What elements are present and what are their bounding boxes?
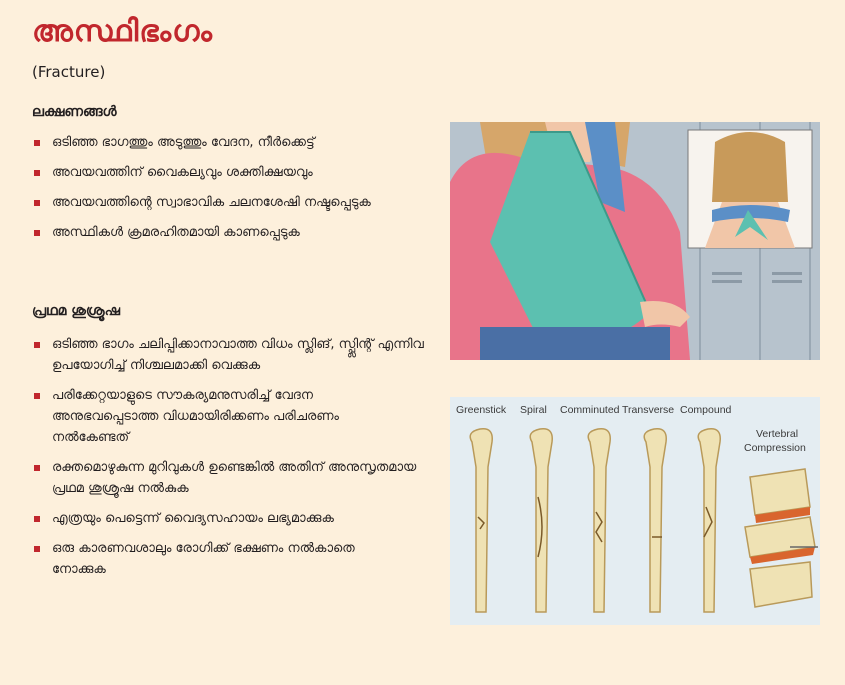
symptom-item: ഒടിഞ്ഞ ഭാഗത്തും അടുത്തും വേദന, നീർക്കെട്ട് (32, 132, 442, 153)
fracture-types-illustration (450, 397, 820, 625)
label-comminuted: Comminuted (560, 404, 620, 416)
page-subtitle: (Fracture) (32, 63, 106, 81)
label-greenstick: Greenstick (456, 404, 507, 416)
page-title: അസ്ഥിഭംഗം (32, 14, 213, 49)
label-compound: Compound (680, 404, 732, 416)
first-aid-item: ഒരു കാരണവശാലും രോഗിക്ക് ഭക്ഷണം നൽകാതെ നോക്കുക (32, 538, 382, 580)
label-spiral: Spiral (520, 404, 547, 416)
label-vertebral: Vertebral (756, 428, 799, 440)
first-aid-heading: പ്രഥമ ശുശ്രൂഷ (32, 303, 120, 319)
first-aid-item: രക്തമൊഴുകുന്ന മുറിവുകൾ ഉണ്ടെങ്കിൽ അതിന് അനുസൃതമായ പ്രഥമ ശുശ്രൂഷ നൽകുക (32, 457, 437, 499)
symptoms-list (32, 132, 442, 252)
first-aid-list (32, 334, 442, 589)
arm-sling-illustration (450, 122, 820, 360)
label-transverse: Transverse (622, 404, 675, 416)
first-aid-item: ഒടിഞ്ഞ ഭാഗം ചലിപ്പിക്കാനാവാത്ത വിധം സ്ലിങ്, സ്പ്ലിന്റ് എന്നിവ ഉപയോഗിച്ച് നിശ്ചലമാക്കി വെക്കുക (32, 334, 442, 376)
symptom-item: അവയവത്തിന്റെ സ്വാഭാവിക ചലനശേഷി നഷ്ടപ്പെടുക (32, 192, 382, 213)
first-aid-item: എത്രയും പെട്ടെന്ന് വൈദ്യസഹായം ലഭ്യമാക്കുക (32, 508, 442, 529)
symptoms-heading: ലക്ഷണങ്ങൾ (32, 104, 117, 120)
symptom-item: അവയവത്തിന് വൈകല്യവും ശക്തിക്ഷയവും (32, 162, 442, 183)
label-compression: Compression (744, 442, 806, 454)
first-aid-item: പരിക്കേറ്റയാളുടെ സൗകര്യമനുസരിച്ച് വേദന അനുഭവപ്പെടാത്ത വിധമായിരിക്കണം പരിചരണം നൽകേണ്ടത് (32, 385, 397, 448)
symptom-item: അസ്ഥികൾ ക്രമരഹിതമായി കാണപ്പെടുക (32, 222, 442, 243)
